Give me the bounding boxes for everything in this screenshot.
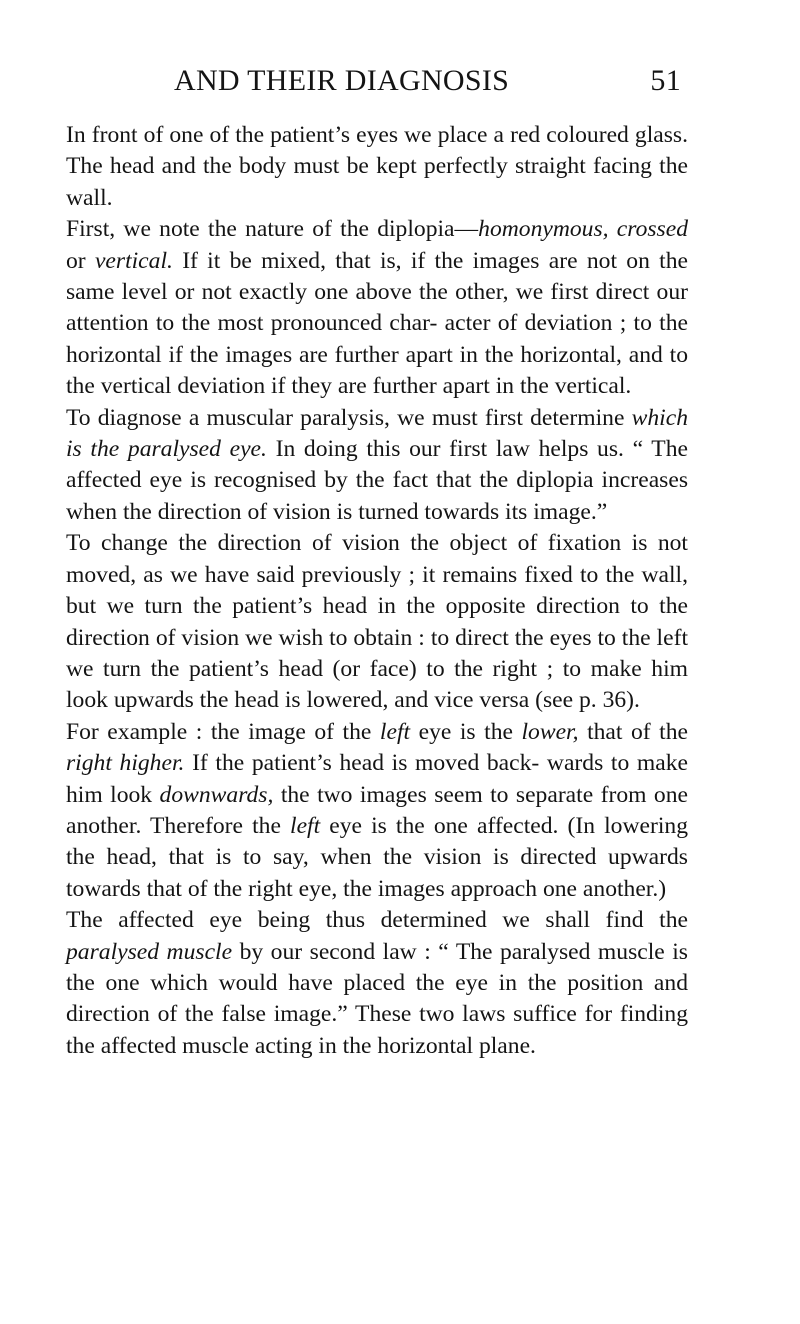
text-run: If it be mixed, that is, if the images are not on the same level or not exactly one above the other, we first direct our attention to the most pronounced char- acter of deviation ; to the horizontal if the images are further apart in the horizontal, and to the vertical deviation if they are further apart in the vertical. xyxy=(66,247,688,400)
text-run: The affected eye being thus determined we shall find the xyxy=(66,907,688,934)
paragraph-nature-of-diplopia xyxy=(66,214,688,402)
text-run: or xyxy=(66,247,95,274)
text-run: that of the xyxy=(578,718,688,745)
paragraph-example xyxy=(66,717,688,905)
italic-term-right-higher: right higher. xyxy=(66,750,185,777)
text-run: If the patient’s head is moved back- wards to make him look xyxy=(66,750,689,808)
italic-term-left: left xyxy=(379,718,411,745)
text-run: eye is the xyxy=(410,718,522,745)
running-title: AND THEIR DIAGNOSIS xyxy=(174,64,510,97)
body-text xyxy=(66,120,688,1062)
text-run: In front of one of the patient’s eyes we place a red coloured glass. The head and the body must be kept perfectly straight facing the wall. xyxy=(66,122,688,211)
text-run: by our second law : “ The paralysed muscle is the one which would have placed the eye in the position and direction of the false image.” These two laws suffice for finding the affected muscle acting in the horizontal plane. xyxy=(66,938,688,1059)
text-run: First, we note the nature of the diplopia— xyxy=(66,216,479,243)
text-run: eye is the one affected. (In lowering the head, that is to say, when the vision is directed upwards towards that of the right eye, the images approach one another.) xyxy=(66,812,688,902)
paragraph-first-law xyxy=(66,403,688,529)
italic-term-downwards: downwards, xyxy=(159,781,274,808)
italic-term-paralysed-muscle: paralysed muscle xyxy=(66,938,233,965)
page-number: 51 xyxy=(650,64,681,97)
paragraph-direction-of-vision xyxy=(66,528,688,716)
italic-term-left: left xyxy=(290,812,321,839)
italic-term-paralysed-eye: which is the paralysed eye. xyxy=(66,404,688,463)
paragraph-red-glass xyxy=(66,120,688,214)
text-run: the two images seem to separate from one another. Therefore the xyxy=(66,781,688,839)
text-run: For example : the image of the xyxy=(66,718,380,745)
italic-term-lower: lower, xyxy=(521,718,579,745)
text-run: To diagnose a muscular paralysis, we must first determine xyxy=(66,404,632,431)
text-run: To change the direction of vision the object of fixation is not moved, as we have said previously ; it remains fixed to the wall, but we turn the patient’s head in the opposite direction to the direction of vision we wish to obtain : to direct the eyes to the left we turn the patient’s head (or face) to the right ; to make him look upwards the head is lowered, and vice versa (see p. 36). xyxy=(66,530,688,714)
text-run: In doing this our first law helps us. “ The affected eye is recognised by the fact that the diplopia increases when the direction of vision is turned towards its image.” xyxy=(66,436,688,525)
italic-term-vertical: vertical. xyxy=(94,247,173,274)
italic-term-homonymous-crossed: homonymous, crossed xyxy=(478,216,688,243)
running-head xyxy=(174,64,681,104)
paragraph-second-law xyxy=(66,905,688,1062)
